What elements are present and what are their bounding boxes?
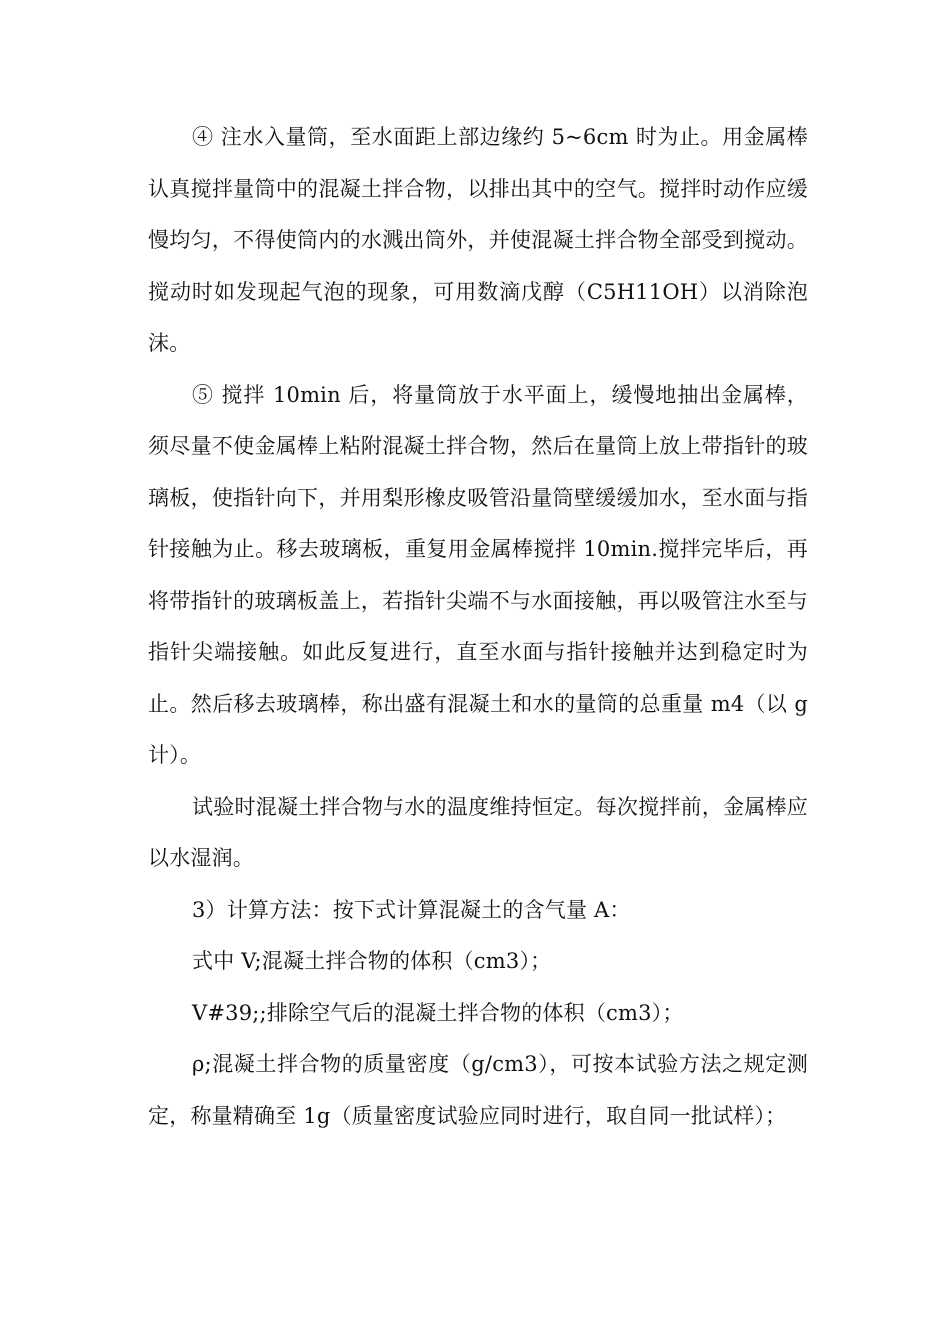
document-body [148, 112, 808, 1142]
paragraph-step-4: ④ 注水入量筒，至水面距上部边缘约 5~6cm 时为止。用金属棒认真搅拌量筒中的混凝土拌合物，以排出其中的空气。搅拌时动作应缓慢均匀，不得使筒内的水溅出筒外，并使混凝土拌合物全部受到搅动。搅动时如发现起气泡的现象，可用数滴戊醇（C5H11OH）以消除泡沫。 [148, 125, 808, 355]
paragraph-calculation-method: 3）计算方法：按下式计算混凝土的含气量 A： [192, 897, 631, 922]
paragraph-step-5: ⑤ 搅拌 10min 后，将量筒放于水平面上，缓慢地抽出金属棒，须尽量不使金属棒上粘附混凝土拌合物，然后在量筒上放上带指针的玻璃板，使指针向下，并用梨形橡皮吸管沿量筒壁缓缓加水，至水面与指针接触为止。移去玻璃板，重复用金属棒搅拌 10min.搅拌完毕后，再将带指针的玻璃板盖上，若指针尖端不与水面接触，再以吸管注水至与指针尖端接触。如此反复进行，直至水面与指针接触并达到稳定时为止。然后移去玻璃棒，称出盛有混凝土和水的量筒的总重量 m4（以 g 计）。 [148, 382, 808, 767]
paragraph-temperature-note: 试验时混凝土拌合物与水的温度维持恒定。每次搅拌前，金属棒应以水湿润。 [148, 794, 808, 870]
paragraph-definition-v: 式中 V;混凝土拌合物的体积（cm3）； [192, 949, 552, 973]
paragraph-definition-v-prime: V#39;;排除空气后的混凝土拌合物的体积（cm3）； [192, 1000, 684, 1025]
paragraph-definition-rho: ρ;混凝土拌合物的质量密度（g/cm3），可按本试验方法之规定测定，称量精确至 1g（质量密度试验应同时进行，取自同一批试样）； [148, 1052, 808, 1128]
